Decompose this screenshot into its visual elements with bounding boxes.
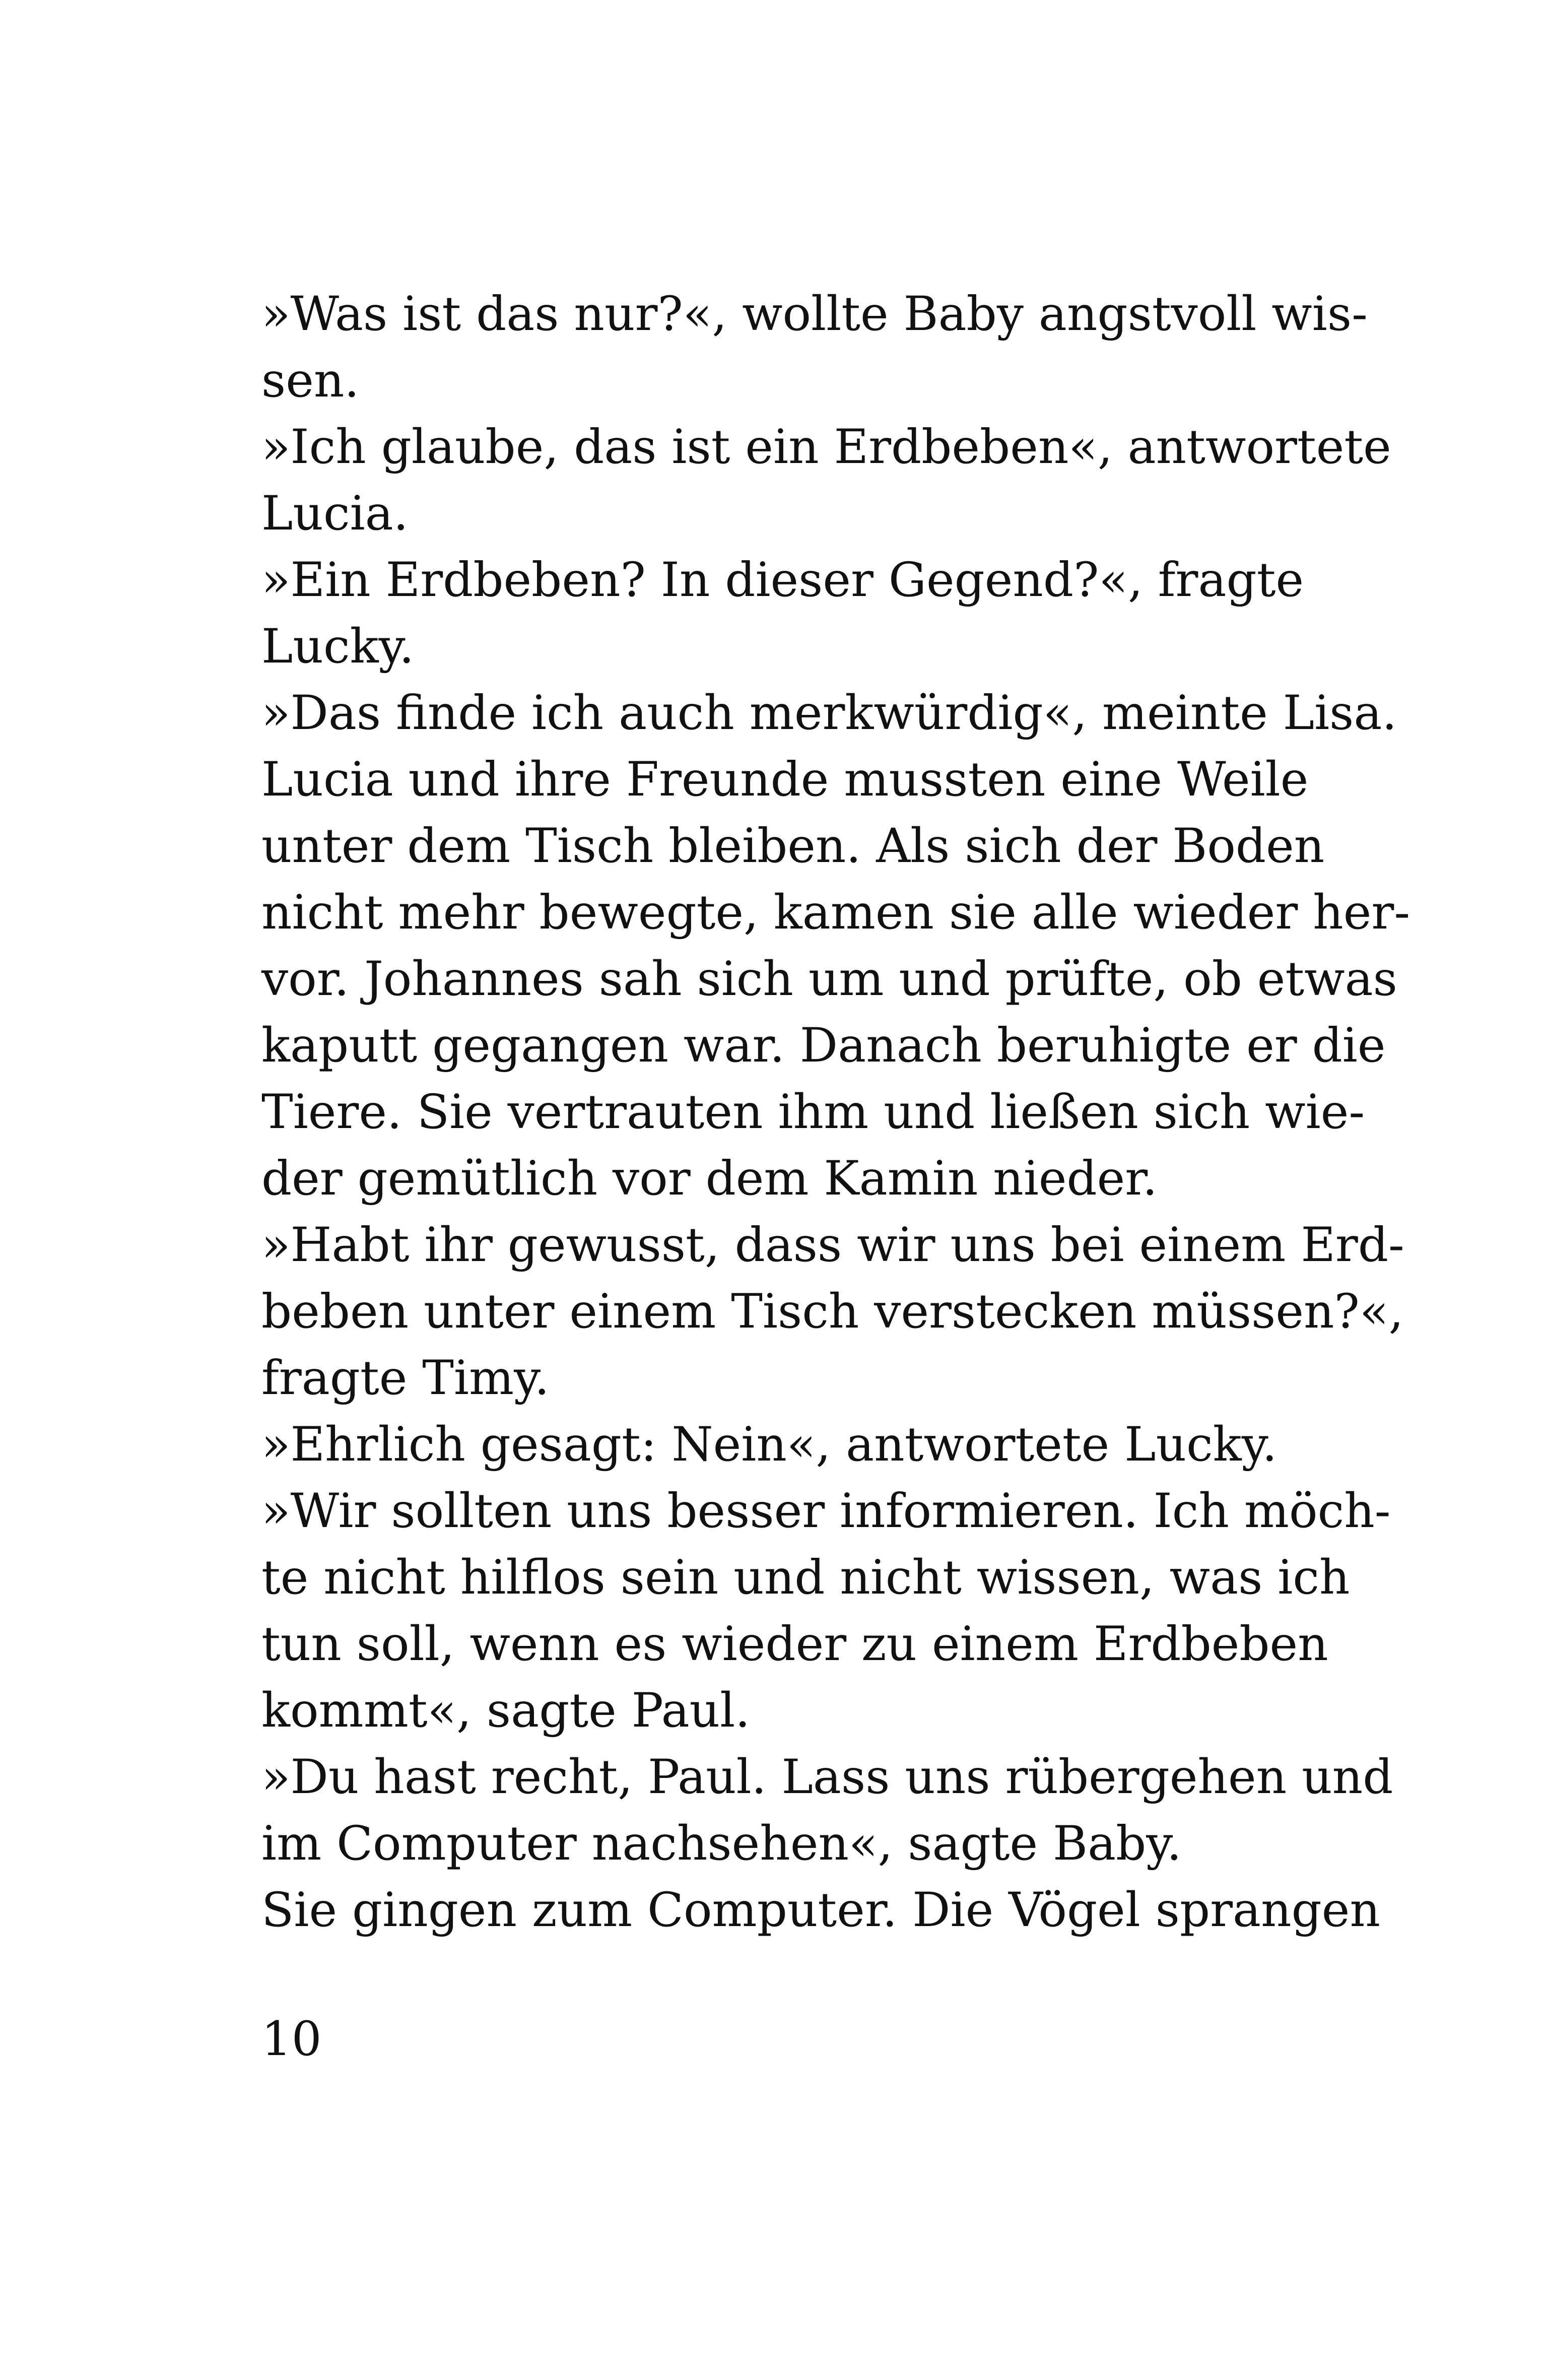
text-line: unter dem Tisch bleiben. Als sich der Boden xyxy=(261,819,1325,874)
text-line: sen. xyxy=(261,353,360,408)
text-line: »Ein Erdbeben? In dieser Gegend?«, fragte xyxy=(261,553,1304,608)
text-line: Lucia. xyxy=(261,486,409,541)
text-line: Tiere. Sie vertrauten ihm und ließen sich wie- xyxy=(261,1085,1365,1140)
text-line: der gemütlich vor dem Kamin nieder. xyxy=(261,1151,1158,1206)
text-line: im Computer nachsehen«, sagte Baby. xyxy=(261,1816,1182,1871)
text-line: kaputt gegangen war. Danach beruhigte er die xyxy=(261,1018,1386,1073)
text-line: »Das finde ich auch merkwürdig«, meinte Lisa. xyxy=(261,686,1397,741)
page-number: 10 xyxy=(261,2012,322,2067)
text-line: fragte Timy. xyxy=(261,1351,550,1406)
text-line: kommt«, sagte Paul. xyxy=(261,1683,751,1738)
text-line: beben unter einem Tisch verstecken müssen?«, xyxy=(261,1284,1404,1339)
text-line: »Ich glaube, das ist ein Erdbeben«, antwortete xyxy=(261,420,1391,475)
text-line: te nicht hilflos sein und nicht wissen, was ich xyxy=(261,1550,1350,1605)
text-line: »Habt ihr gewusst, dass wir uns bei einem Erd- xyxy=(261,1218,1404,1273)
text-line: »Wir sollten uns besser informieren. Ich möch- xyxy=(261,1484,1391,1539)
text-line: »Was ist das nur?«, wollte Baby angstvoll wis- xyxy=(261,287,1368,342)
body-text xyxy=(261,281,1410,1944)
text-line: Sie gingen zum Computer. Die Vögel sprangen xyxy=(261,1883,1380,1938)
text-line: Lucky. xyxy=(261,619,415,674)
text-line: vor. Johannes sah sich um und prüfte, ob etwas xyxy=(261,952,1397,1007)
text-line: nicht mehr bewegte, kamen sie alle wieder her- xyxy=(261,885,1410,940)
text-line: »Ehrlich gesagt: Nein«, antwortete Lucky. xyxy=(261,1417,1277,1472)
text-line: »Du hast recht, Paul. Lass uns rübergehen und xyxy=(261,1750,1393,1805)
text-line: tun soll, wenn es wieder zu einem Erdbeben xyxy=(261,1617,1328,1672)
text-line: Lucia und ihre Freunde mussten eine Weile xyxy=(261,752,1309,807)
